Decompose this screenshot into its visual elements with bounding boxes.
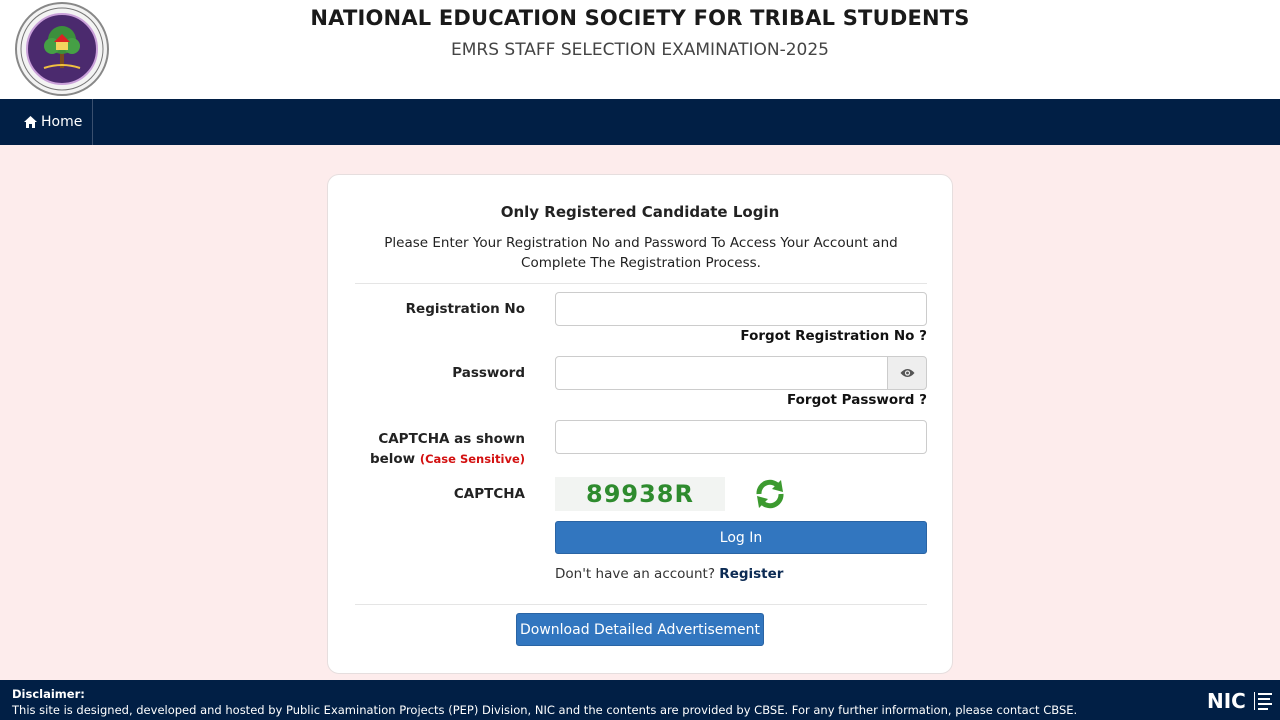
nav-home-link[interactable] [14, 99, 93, 145]
captcha-label: CAPTCHA [453, 486, 525, 502]
register-link[interactable]: Register [719, 566, 784, 582]
registration-input[interactable] [555, 292, 927, 326]
password-label: Password [452, 365, 525, 381]
disclaimer-text: This site is designed, developed and hosted by Public Examination Projects (PEP) Division, NIC and the contents are provided by CBSE. For any further information, please contact CBSE. [12, 703, 1078, 717]
refresh-captcha-icon[interactable] [753, 477, 787, 511]
captcha-image: 89938R [555, 477, 725, 511]
captcha-input[interactable] [555, 420, 927, 454]
no-account-text: Don't have an account? [555, 566, 715, 582]
eye-icon [900, 368, 915, 378]
site-footer [0, 680, 1280, 720]
download-advertisement-button[interactable]: Download Detailed Advertisement [516, 613, 764, 646]
divider [355, 283, 927, 284]
login-title: Only Registered Candidate Login [500, 203, 780, 221]
captcha-input-label-text: CAPTCHA as shown below [369, 431, 525, 467]
show-password-button[interactable] [887, 356, 927, 390]
main-navbar [0, 99, 1280, 145]
home-icon [24, 116, 37, 128]
nav-home-label: Home [41, 114, 83, 130]
register-prompt [555, 566, 783, 582]
login-card [327, 174, 953, 674]
forgot-password-link[interactable]: Forgot Password ? [786, 392, 927, 408]
disclaimer-title: Disclaimer: [12, 687, 85, 701]
registration-label: Registration No [405, 301, 525, 317]
login-description: Please Enter Your Registration No and Password To Access Your Account and Complete The Registration Process. [384, 235, 898, 271]
case-sensitive-note: (Case Sensitive) [419, 452, 525, 466]
divider [355, 604, 927, 605]
forgot-registration-link[interactable]: Forgot Registration No ? [740, 328, 927, 344]
organization-title: NATIONAL EDUCATION SOCIETY FOR TRIBAL STUDENTS [310, 6, 970, 30]
password-input[interactable] [555, 356, 888, 390]
exam-subtitle: EMRS STAFF SELECTION EXAMINATION-2025 [451, 40, 829, 60]
login-button[interactable]: Log In [555, 521, 927, 554]
site-header [0, 0, 1280, 99]
nic-logo-text: NIC [1207, 689, 1246, 713]
nic-logo [1206, 684, 1274, 716]
captcha-input-label [355, 429, 525, 469]
